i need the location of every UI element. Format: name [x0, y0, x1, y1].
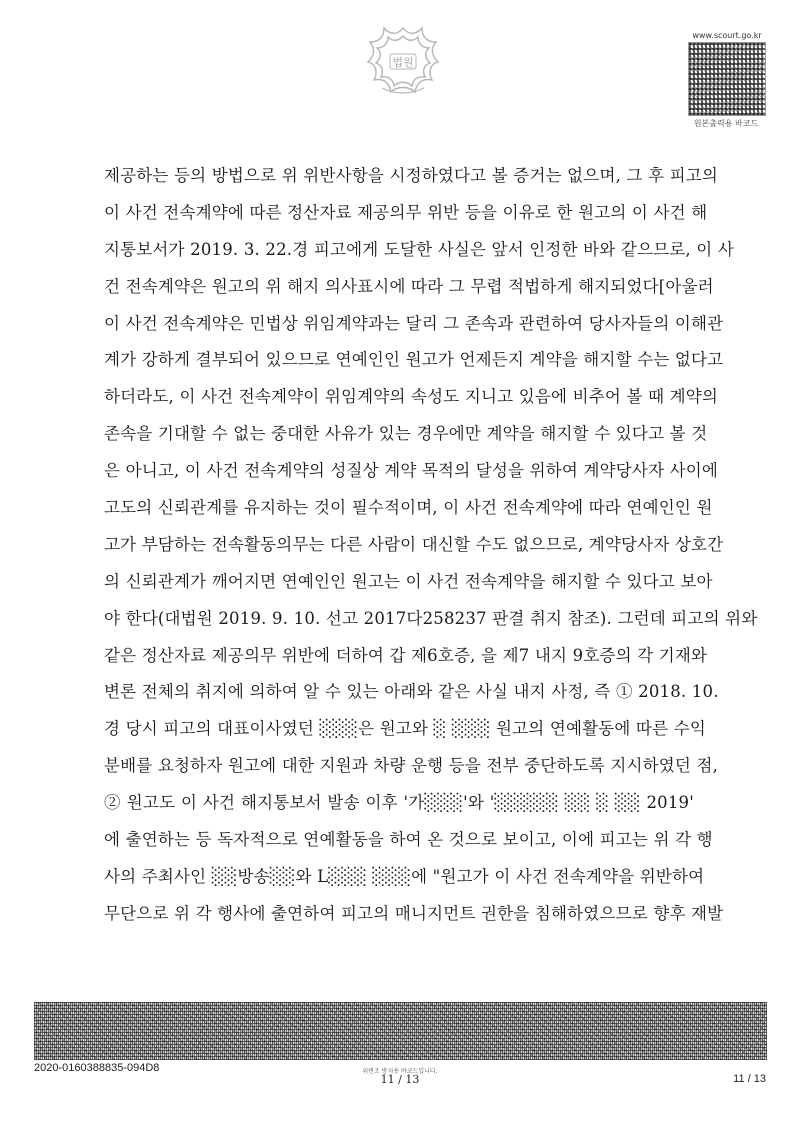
body-line: 무단으로 위 각 행사에 출연하여 피고의 매니지먼트 권한을 침해하였으므로 향후 재발 [104, 903, 724, 923]
body-line: 하더라도, 이 사건 전속계약이 위임계약의 속성도 지니고 있음에 비추어 볼 때 계약의 [104, 387, 719, 407]
court-emblem-icon [362, 22, 444, 100]
emblem-label: 법원 [392, 56, 414, 69]
body-line: ② 원고도 이 사건 해지통보서 발송 이후 '가░░░'와 '░░░░░ ░░ ░ ░░ 2019' [104, 793, 694, 813]
body-line: 에 출연하는 등 독자적으로 연예활동을 하여 온 것으로 보이고, 이에 피고는 위 각 행 [104, 830, 713, 850]
body-line: 은 아니고, 이 사건 전속계약의 성질상 계약 목적의 달성을 위하여 계약당사자 사이에 [104, 461, 719, 481]
qr-url: www.scourt.go.kr [692, 31, 762, 40]
body-line: 고가 부담하는 전속활동의무는 다른 사람이 대신할 수도 없으므로, 계약당사자 상호간 [104, 534, 724, 554]
body-line: 제공하는 등의 방법으로 위 위반사항을 시정하였다고 볼 증거는 없으며, 그 후 피고의 [104, 166, 719, 185]
document-code: 2020-0160388835-094D8 [34, 1062, 160, 1074]
barcode-note: 위변조 방지용 바코드입니다. [362, 1068, 438, 1075]
body-line: 같은 정산자료 제공의무 위반에 더하여 갑 제6호증, 을 제7 내지 9호증의 각 기재와 [104, 645, 708, 665]
body-line: 존속을 기대할 수 없는 중대한 사유가 있는 경우에만 계약을 해지할 수 있다고 볼 것 [104, 424, 708, 444]
body-line: 계가 강하게 결부되어 있으므로 연예인인 원고가 언제든지 계약을 해지할 수는 없다고 [104, 350, 724, 370]
page-number-right: 11 / 13 [733, 1073, 766, 1085]
judgment-body [104, 158, 758, 933]
body-line: 건 전속계약은 원고의 위 해지 의사표시에 따라 그 무렵 적법하게 해지되었다[아울러 [104, 276, 714, 296]
body-line: 야 한다(대법원 2019. 9. 10. 선고 2017다258237 판결 취지 참조). 그런데 피고의 위와 [104, 608, 758, 628]
body-line: 이 사건 전속계약에 따른 정산자료 제공의무 위반 등을 이유로 한 원고의 이 사건 해 [104, 202, 708, 222]
body-line: 사의 주최사인 ░░방송░░와 L░░░ ░░░에 "원고가 이 사건 전속계약을 위반하여 [104, 866, 705, 886]
body-line: 지통보서가 2019. 3. 22.경 피고에게 도달한 사실은 앞서 인정한 바와 같으므로, 이 사 [104, 239, 735, 259]
anti-forgery-barcode [34, 1002, 767, 1060]
body-line: 이 사건 전속계약은 민법상 위임계약과는 달리 그 존속과 관련하여 당사자들의 이해관 [104, 313, 724, 333]
qr-code-icon [688, 42, 766, 116]
body-line: 고도의 신뢰관계를 유지하는 것이 필수적이며, 이 사건 전속계약에 따라 연예인인 원 [104, 498, 713, 518]
qr-caption: 원본출력용 바코드 [693, 119, 759, 128]
page-number-center: 11 / 13 [380, 1073, 420, 1086]
body-line: 변론 전체의 취지에 의하여 알 수 있는 아래와 같은 사실 내지 사정, 즉 ① 2018. 10. [104, 682, 719, 702]
body-line: 경 당시 피고의 대표이사였던 ░░░은 원고와 ░ ░░░ 원고의 연예활동에 따른 수익 [104, 719, 707, 739]
body-line: 분배를 요청하자 원고에 대한 지원과 차량 운행 등을 전부 중단하도록 지시하였던 점, [104, 756, 719, 776]
body-line: 의 신뢰관계가 깨어지면 연예인인 원고는 이 사건 전속계약을 해지할 수 있다고 보아 [104, 571, 713, 591]
